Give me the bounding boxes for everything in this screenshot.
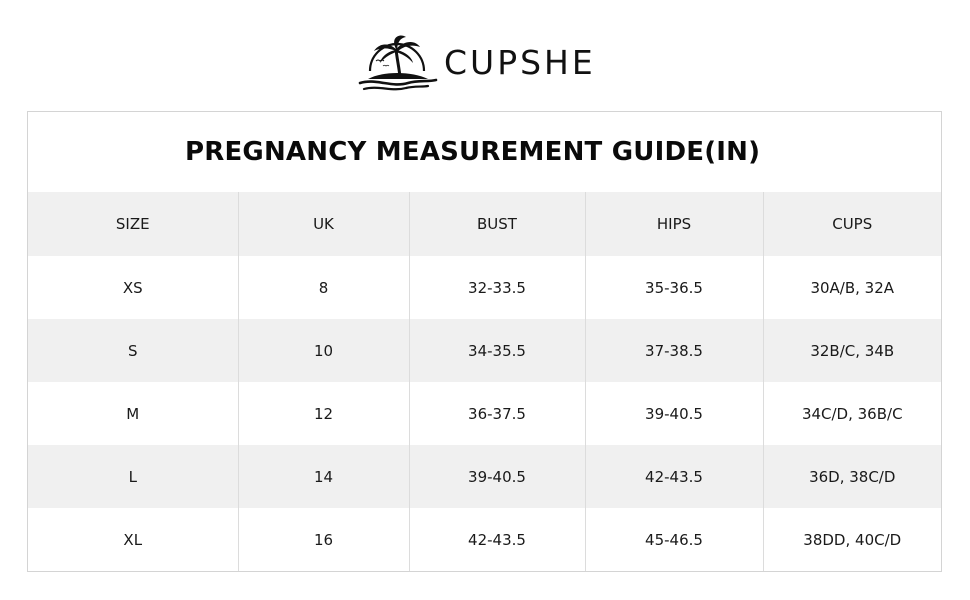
- table-row: [28, 382, 941, 445]
- size-cell: XL: [123, 530, 143, 549]
- bust-cell: 36-37.5: [409, 382, 585, 445]
- column-header-size: SIZE: [115, 215, 150, 233]
- measurement-guide: [27, 111, 942, 572]
- uk-cell: 14: [238, 445, 409, 508]
- table-row: [28, 508, 941, 571]
- cups-cell: 36D, 38C/D: [763, 445, 941, 508]
- bust-cell: 34-35.5: [409, 319, 585, 382]
- hips-cell: 39-40.5: [585, 382, 763, 445]
- brand-name: CUPSHE: [444, 42, 596, 82]
- size-cell: XS: [122, 278, 143, 297]
- table-row: [28, 256, 941, 319]
- palm-tree-island-logo-icon: [356, 31, 440, 93]
- uk-cell: 12: [238, 382, 409, 445]
- uk-cell: 8: [238, 256, 409, 319]
- hips-cell: 35-36.5: [585, 256, 763, 319]
- bust-cell: 42-43.5: [409, 508, 585, 571]
- column-header-hips: HIPS: [585, 192, 763, 256]
- column-header-bust: BUST: [409, 192, 585, 256]
- table-row: [28, 319, 941, 382]
- column-header-cups: CUPS: [763, 192, 941, 256]
- bust-cell: 39-40.5: [409, 445, 585, 508]
- table-header-row: [28, 192, 941, 256]
- column-header-uk: UK: [238, 192, 409, 256]
- guide-title: PREGNANCY MEASUREMENT GUIDE(IN): [185, 137, 761, 167]
- size-cell: M: [126, 404, 140, 423]
- uk-cell: 16: [238, 508, 409, 571]
- table-row: [28, 445, 941, 508]
- size-table: [28, 192, 941, 571]
- hips-cell: 42-43.5: [585, 445, 763, 508]
- cups-cell: 30A/B, 32A: [763, 256, 941, 319]
- cups-cell: 34C/D, 36B/C: [763, 382, 941, 445]
- cups-cell: 38DD, 40C/D: [763, 508, 941, 571]
- hips-cell: 45-46.5: [585, 508, 763, 571]
- brand-logo: [356, 30, 596, 94]
- size-cell: L: [128, 467, 137, 486]
- cups-cell: 32B/C, 34B: [763, 319, 941, 382]
- size-cell: S: [127, 341, 138, 360]
- uk-cell: 10: [238, 319, 409, 382]
- bust-cell: 32-33.5: [409, 256, 585, 319]
- hips-cell: 37-38.5: [585, 319, 763, 382]
